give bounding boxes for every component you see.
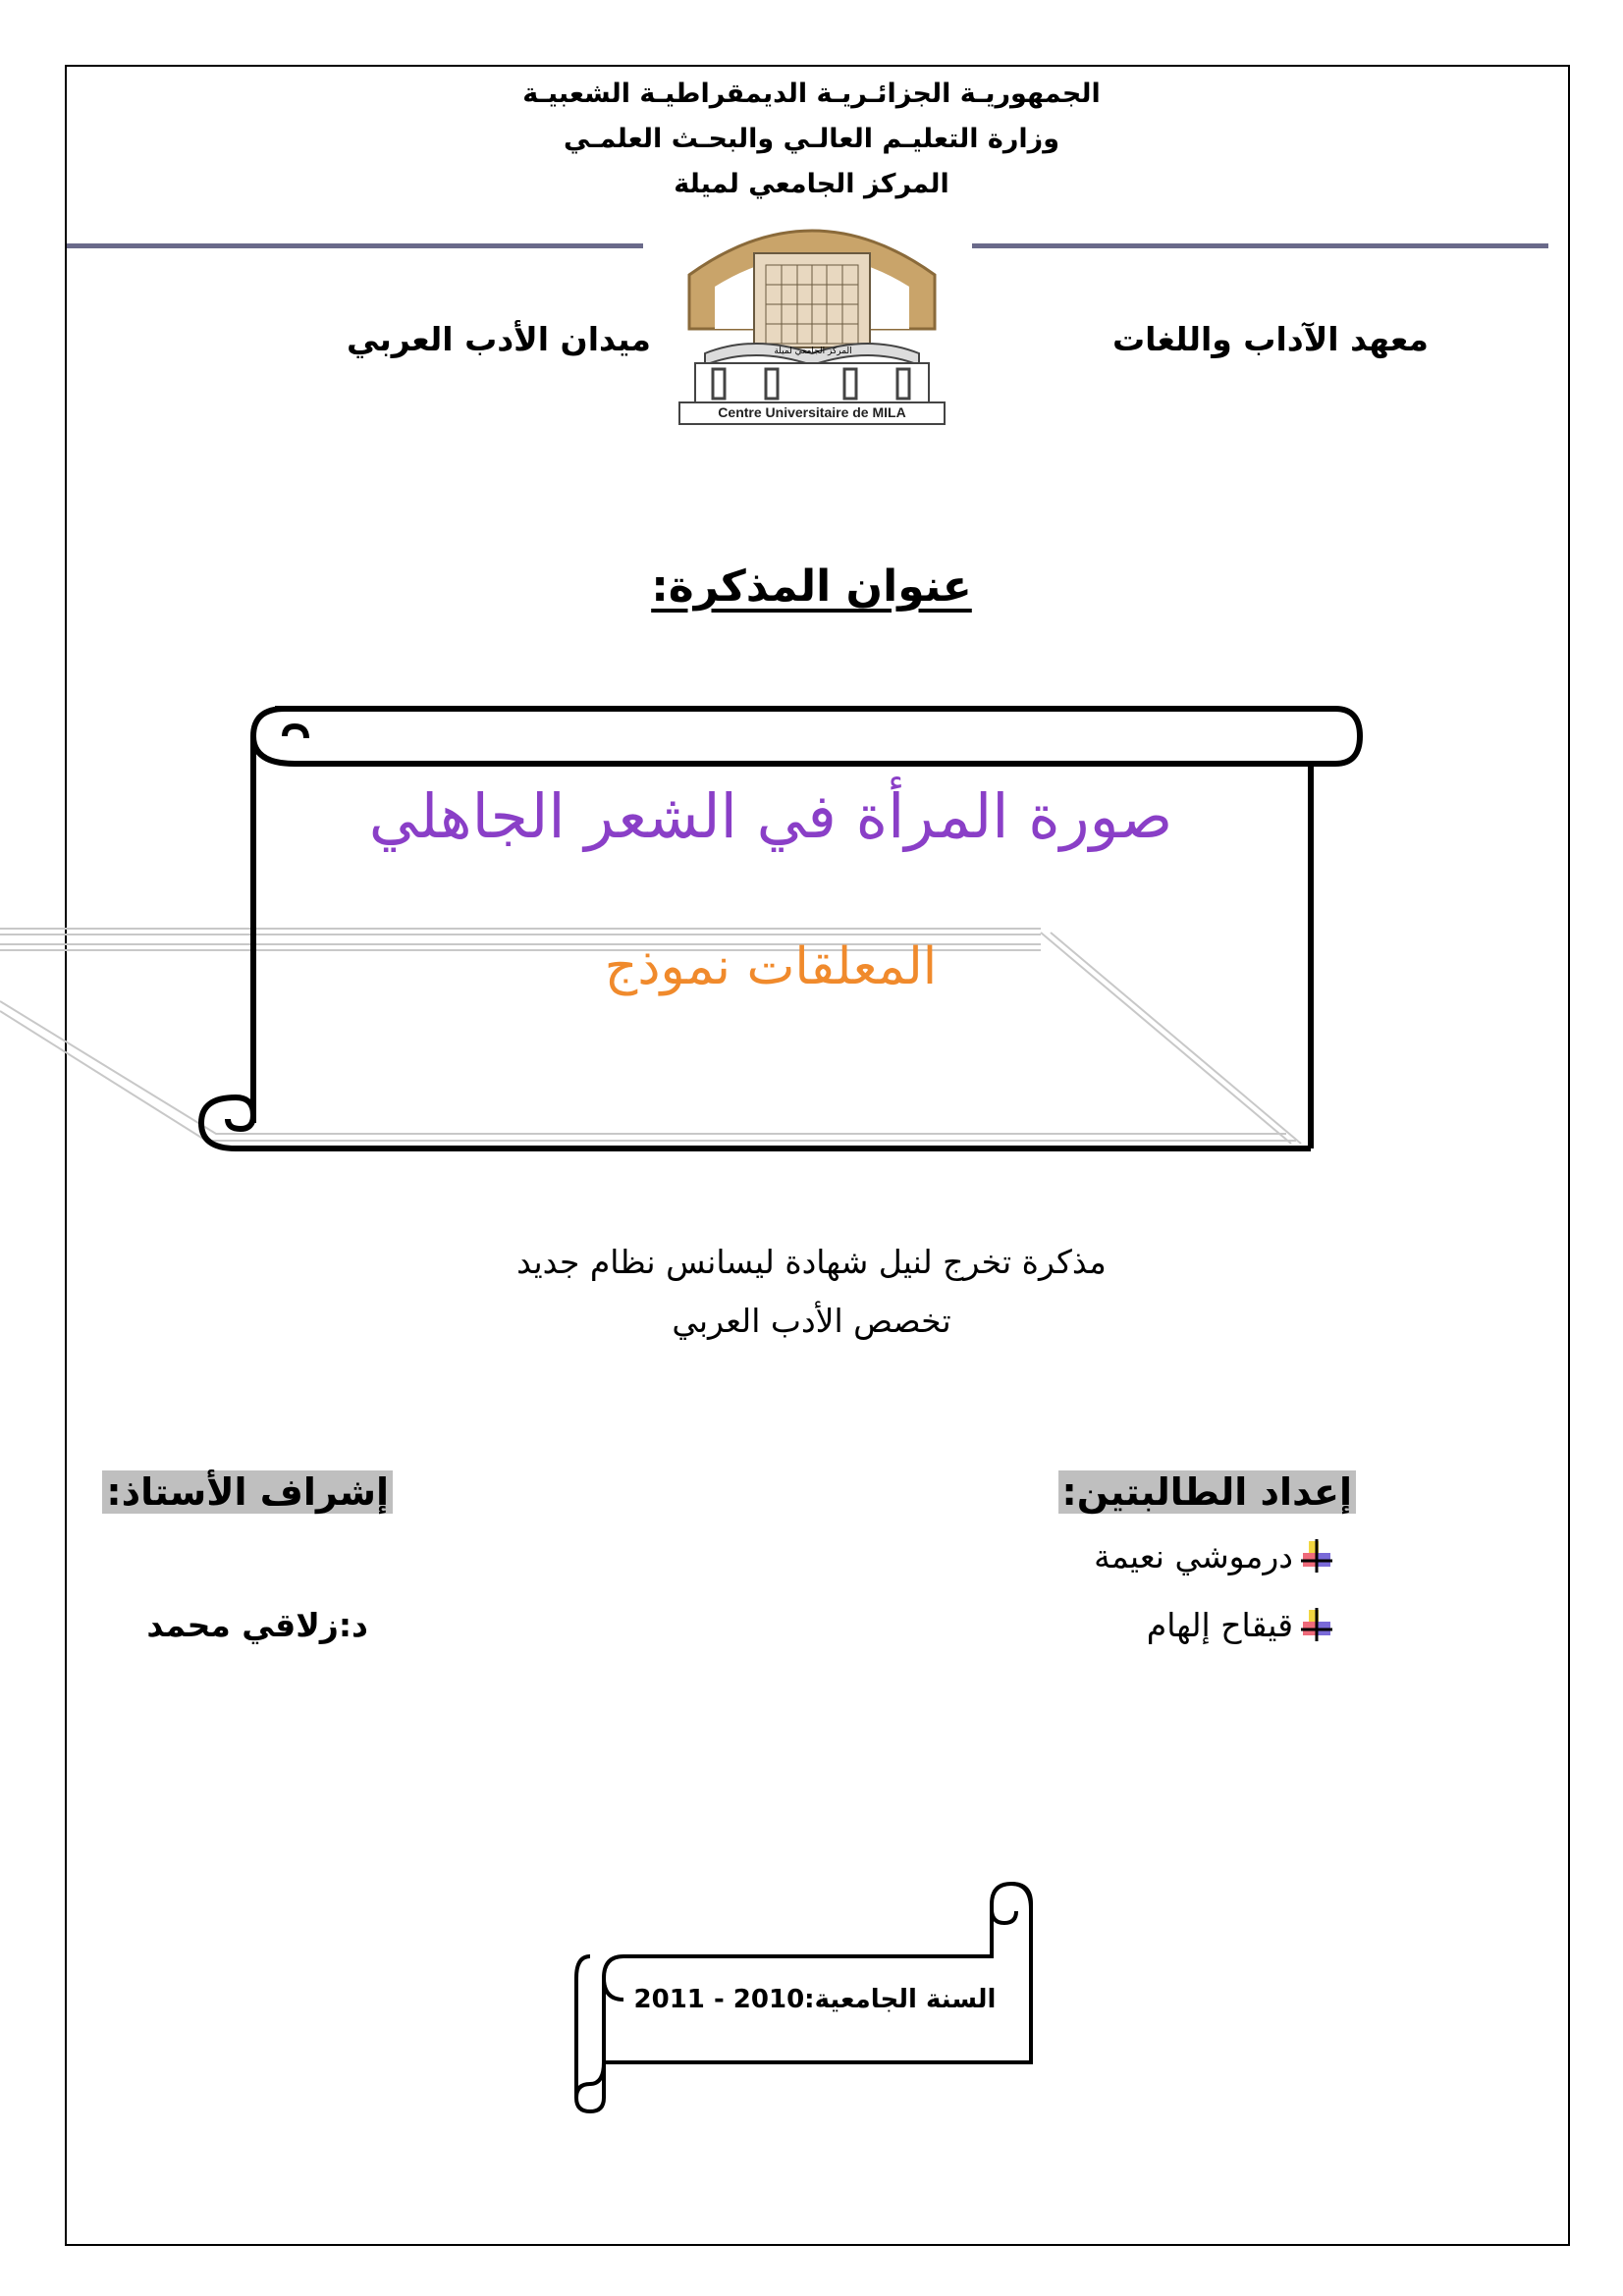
student-1-name: درموشي نعيمة: [1094, 1537, 1293, 1575]
logo-arabic-caption: المركز الجامعي لميلة: [774, 347, 852, 356]
student-2-name: قيقاح إلهام: [1146, 1606, 1293, 1644]
title-line1-text: صورة المرأة في الشعر الجاهلي: [368, 780, 1173, 852]
thesis-title-line2: [245, 937, 1296, 996]
title-scroll: [0, 687, 1623, 1178]
supervision-label: [102, 1470, 393, 1514]
supervision-text: إشراف الأستاذ:: [102, 1470, 393, 1514]
institute-label: معهد الآداب واللغات: [1111, 320, 1429, 358]
student-2: [1147, 1606, 1336, 1644]
republic-title: الجمهوريـة الجزائـريـة الديمقراطيـة الشعبيـة: [522, 79, 1101, 109]
ministry-title: وزارة التعليـم العالـي والبحـث العلمـي: [564, 124, 1059, 154]
left-rule: [67, 243, 643, 248]
prepared-by-text: إعداد الطالبتين:: [1058, 1470, 1356, 1514]
logo-caption: Centre Universitaire de MILA: [718, 404, 906, 420]
center-title: المركز الجامعي لميلة: [674, 169, 949, 199]
university-logo: [676, 206, 948, 428]
degree-line1: مذكرة تخرج لنيل شهادة ليسانس نظام جديد: [516, 1243, 1107, 1281]
thesis-title-line1: [245, 780, 1296, 852]
academic-year: السنة الجامعية:2010 - 2011: [633, 1985, 997, 2014]
right-rule: [972, 243, 1548, 248]
degree-line2: تخصص الأدب العربي: [672, 1302, 951, 1340]
field-label: ميدان الأدب العربي: [346, 320, 651, 358]
title-line2-text: المعلقات نموذج: [604, 937, 938, 996]
supervisor-name: د:زلاقي محمد: [146, 1606, 368, 1644]
prepared-by-label: [1058, 1470, 1356, 1514]
logo-graphic: [676, 206, 948, 428]
bullet-icon: [1299, 1608, 1336, 1643]
bullet-icon: [1299, 1539, 1336, 1575]
student-1: [1094, 1537, 1336, 1575]
memo-heading: عنوان المذكرة:: [651, 561, 972, 612]
